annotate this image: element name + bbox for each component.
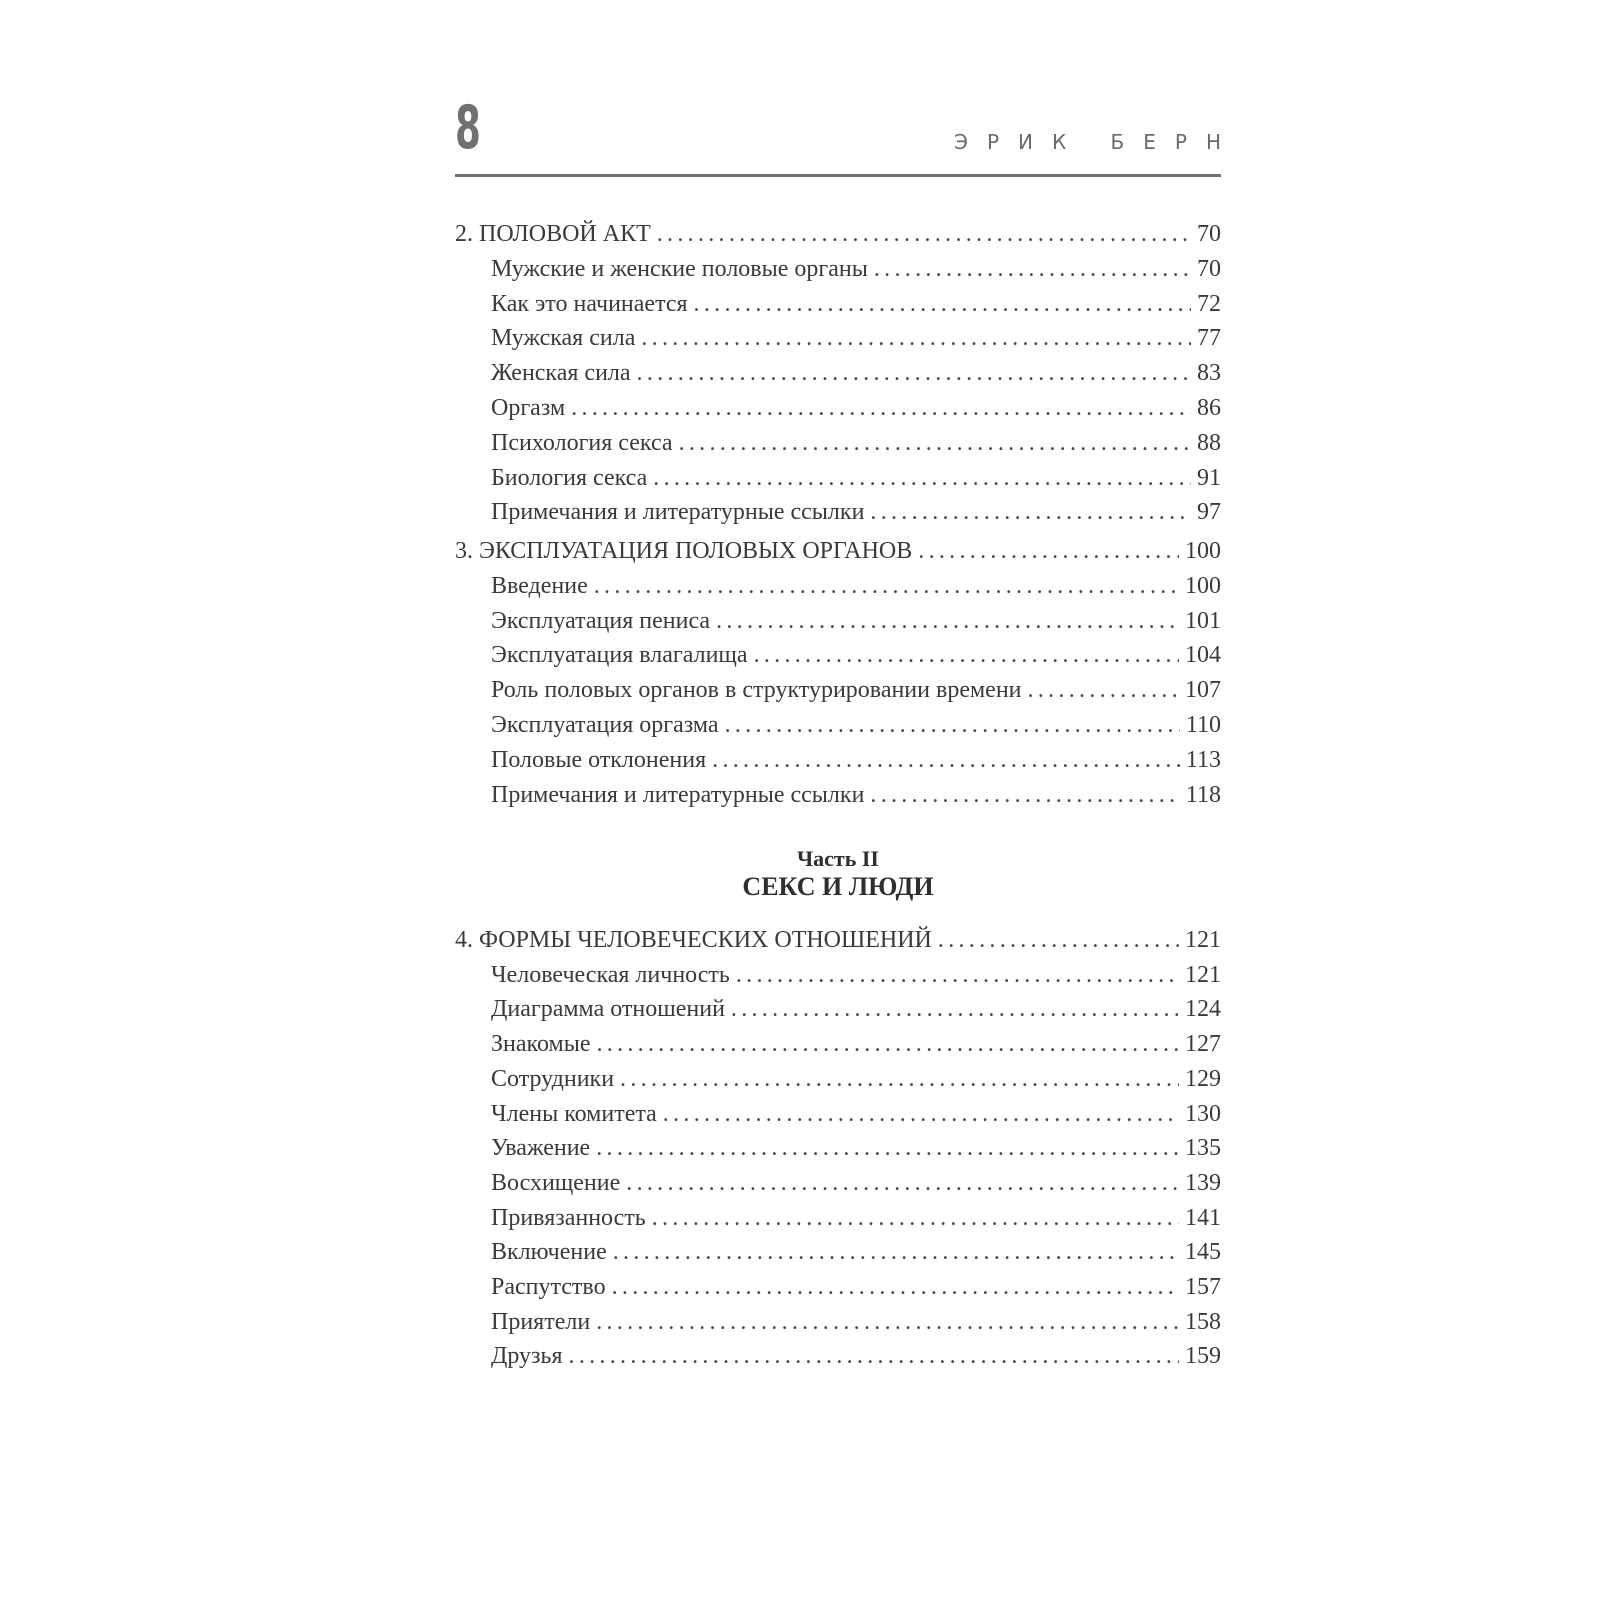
toc-entry-title: Восхищение (491, 1169, 621, 1196)
toc-entry-title: Мужская сила (491, 325, 636, 352)
toc-entry (491, 707, 1221, 743)
toc-entry-title: Включение (491, 1239, 607, 1266)
toc-page-number: 139 (1185, 1169, 1221, 1196)
toc-entry-title: 2. ПОЛОВОЙ АКТ (455, 221, 651, 247)
toc-chapter (455, 216, 1221, 252)
dot-leader (712, 742, 1180, 778)
page-header (455, 93, 1240, 177)
toc-entry-title: Как это начинается (491, 290, 688, 317)
toc-page-number: 124 (1185, 996, 1221, 1023)
dot-leader (736, 957, 1179, 993)
toc-entry-title: Примечания и литературные ссылки (491, 781, 865, 808)
toc-entry-title: Половые отклонения (491, 746, 707, 773)
toc-page-number: 118 (1185, 781, 1221, 808)
toc-entry (491, 777, 1221, 813)
toc-page-number: 113 (1185, 746, 1221, 773)
toc-page-number: 100 (1185, 572, 1221, 599)
toc-entry (491, 1096, 1221, 1132)
toc-entry (491, 1165, 1221, 1201)
dot-leader (870, 494, 1191, 530)
dot-leader (596, 1304, 1179, 1340)
dot-leader (596, 1026, 1179, 1062)
toc-chapter (455, 533, 1221, 569)
dot-leader (612, 1269, 1179, 1305)
toc-entry-title: Эксплуатация оргазма (491, 712, 719, 738)
toc-entry-title: Привязанность (491, 1204, 646, 1231)
dot-leader (679, 425, 1191, 461)
toc-entry-title: Мужские и женские половые органы (491, 255, 868, 282)
dot-leader (641, 320, 1191, 356)
toc-page-number: 121 (1185, 961, 1221, 988)
toc-page-number: 88 (1197, 429, 1221, 456)
toc-entry-title: Друзья (491, 1343, 563, 1370)
toc-entry (491, 251, 1221, 287)
toc-entry-title: Эксплуатация пениса (491, 607, 711, 634)
dot-leader (637, 355, 1191, 391)
dot-leader (918, 533, 1179, 569)
toc-entry (491, 672, 1221, 708)
dot-leader (626, 1165, 1179, 1201)
dot-leader (874, 251, 1191, 287)
toc-entry (491, 603, 1221, 639)
dot-leader (938, 922, 1179, 958)
toc-page-number: 77 (1197, 325, 1221, 352)
book-page (455, 93, 1240, 1370)
toc-entry (491, 1338, 1221, 1374)
dot-leader (663, 1096, 1179, 1132)
toc-page-number: 145 (1185, 1239, 1221, 1266)
toc-entry-title: Примечания и литературные ссылки (491, 499, 865, 526)
toc-entry (491, 637, 1221, 673)
dot-leader (571, 390, 1191, 426)
toc-entry (491, 1200, 1221, 1236)
toc-entry-title: Эксплуатация влагалища (491, 642, 748, 669)
toc-page-number: 121 (1185, 927, 1221, 953)
toc-entry (491, 991, 1221, 1027)
toc-page-number: 83 (1197, 360, 1221, 387)
dot-leader (754, 637, 1179, 673)
dot-leader (1028, 672, 1179, 708)
toc-page-number: 159 (1185, 1343, 1221, 1370)
toc-page-number: 110 (1185, 712, 1221, 738)
toc-page-number: 107 (1185, 677, 1221, 704)
part-heading (455, 846, 1221, 902)
toc-entry-title: Введение (491, 572, 588, 599)
toc-entry-title: Распутство (491, 1274, 606, 1300)
part-label: Часть II (797, 846, 879, 871)
toc-entry (491, 957, 1221, 993)
toc-entry-title: 3. ЭКСПЛУАТАЦИЯ ПОЛОВЫХ ОРГАНОВ (455, 538, 913, 564)
toc-entry-title: Уважение (491, 1135, 591, 1162)
toc-entry (491, 1061, 1221, 1097)
dot-leader (613, 1234, 1179, 1270)
toc-chapter (455, 922, 1221, 958)
toc-entry (491, 425, 1221, 461)
dot-leader (594, 568, 1179, 604)
toc-entry-title: 4. ФОРМЫ ЧЕЛОВЕЧЕСКИХ ОТНОШЕНИЙ (455, 927, 932, 953)
toc-entry (491, 320, 1221, 356)
toc-entry (491, 494, 1221, 530)
dot-leader (694, 286, 1191, 322)
toc-page-number: 91 (1197, 464, 1221, 491)
toc-page-number: 129 (1185, 1065, 1221, 1092)
toc-page-number: 158 (1185, 1308, 1221, 1335)
toc-page-number: 127 (1185, 1031, 1221, 1058)
toc-page-number: 72 (1197, 290, 1221, 317)
toc-entry (491, 1234, 1221, 1270)
part-title: СЕКС И ЛЮДИ (742, 872, 934, 901)
toc-page-number: 157 (1185, 1274, 1221, 1300)
toc-entry-title: Человеческая личность (491, 961, 730, 988)
toc-entry (491, 1130, 1221, 1166)
toc-page-number: 97 (1197, 499, 1221, 526)
toc-entry (491, 286, 1221, 322)
toc-entry-title: Оргазм (491, 395, 566, 421)
toc-entry-title: Биология секса (491, 464, 648, 491)
page-number: 8 (455, 93, 481, 163)
toc-entry-title: Женская сила (491, 360, 631, 387)
toc-page-number: 130 (1185, 1100, 1221, 1127)
toc-page-number: 70 (1197, 221, 1221, 247)
dot-leader (870, 777, 1179, 813)
toc-page-number: 135 (1185, 1135, 1221, 1162)
toc-entry-title: Психология секса (491, 429, 673, 456)
toc-entry-title: Сотрудники (491, 1065, 615, 1092)
toc-page-number: 101 (1185, 607, 1221, 634)
dot-leader (716, 603, 1179, 639)
toc-entry (491, 1304, 1221, 1340)
toc-entry (491, 742, 1221, 778)
toc-entry-title: Диаграмма отношений (491, 996, 725, 1023)
toc-page-number: 100 (1185, 538, 1221, 564)
toc-page-number: 104 (1185, 642, 1221, 669)
toc-entry-title: Знакомые (491, 1031, 591, 1058)
running-head-author: ЭРИК БЕРН (954, 130, 1240, 154)
dot-leader (596, 1130, 1179, 1166)
toc-page-number: 86 (1197, 395, 1221, 421)
toc-entry-title: Роль половых органов в структурировании времени (491, 677, 1022, 704)
toc-entry (491, 355, 1221, 391)
dot-leader (620, 1061, 1179, 1097)
toc-page-number: 70 (1197, 255, 1221, 282)
toc-entry (491, 390, 1221, 426)
toc-entry (491, 1026, 1221, 1062)
toc-entry (491, 1269, 1221, 1305)
dot-leader (652, 1200, 1179, 1236)
dot-leader (653, 460, 1191, 496)
dot-leader (657, 216, 1191, 252)
toc-page-number: 141 (1185, 1204, 1221, 1231)
dot-leader (569, 1338, 1179, 1374)
toc-entry-title: Приятели (491, 1308, 591, 1335)
toc-entry (491, 568, 1221, 604)
toc-entry-title: Члены комитета (491, 1100, 657, 1127)
dot-leader (731, 991, 1179, 1027)
dot-leader (725, 707, 1180, 743)
toc-entry (491, 460, 1221, 496)
